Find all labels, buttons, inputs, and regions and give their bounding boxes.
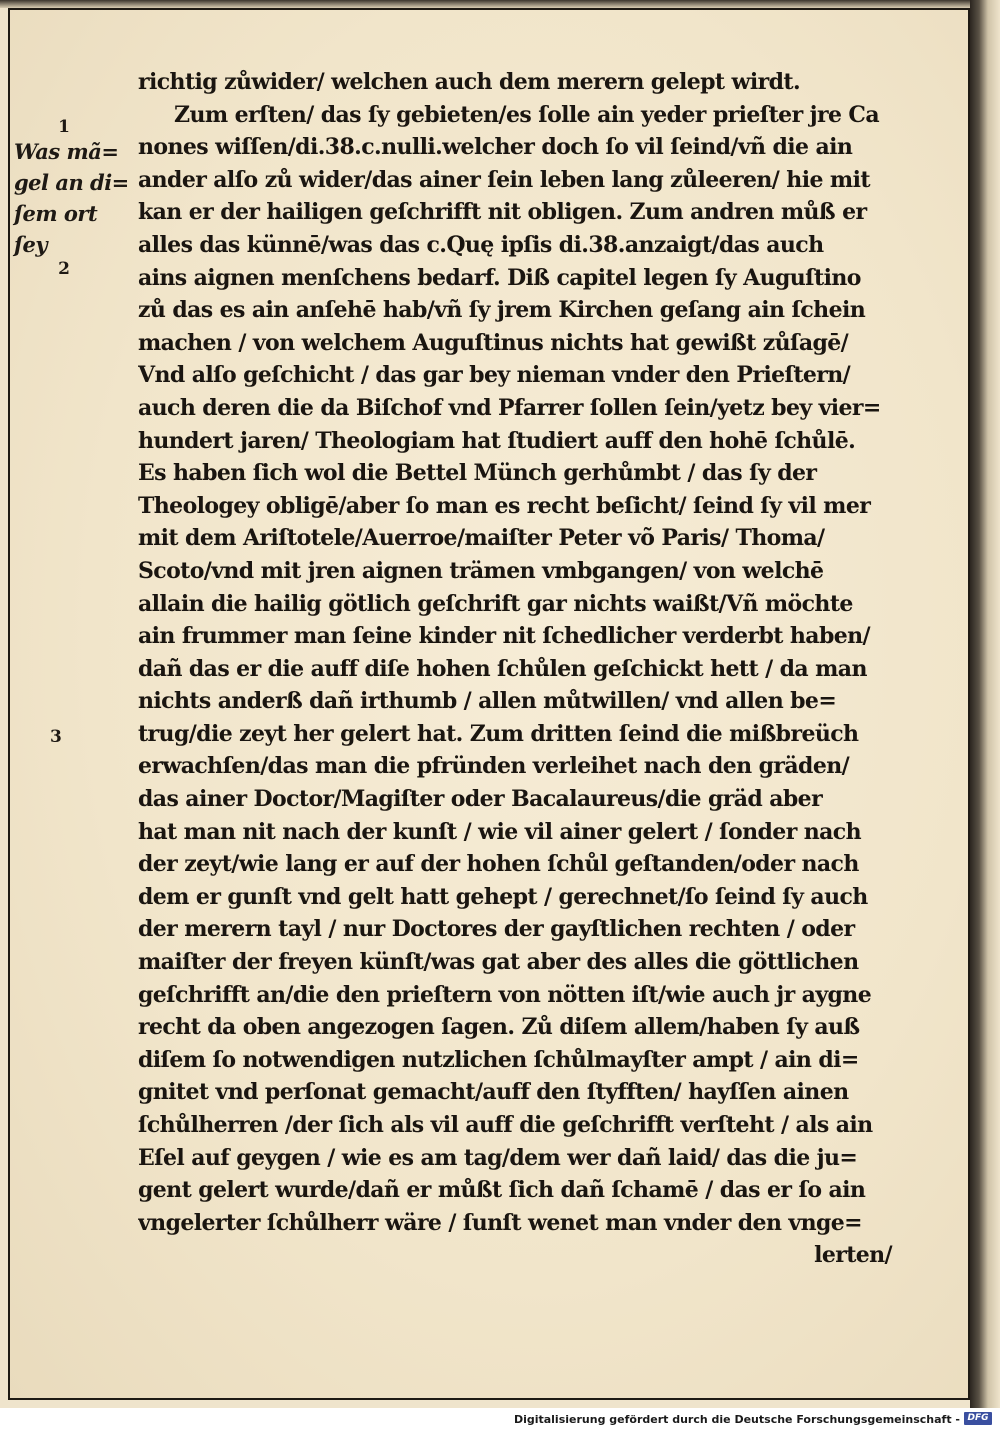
text-line: maiſter der freyen künſt/was gat aber des alles die göttlichen (138, 949, 859, 976)
text-line: gnitet vnd perſonat gemacht/auff den ſtyfften/ hayſſen ainen (138, 1079, 849, 1106)
text-line: nones wiſſen/di.38.c.nulli.welcher doch ſo vil ſeind/vñ die ain (138, 134, 853, 161)
margin-number-3: 3 (50, 727, 62, 747)
text-line: Scoto/vnd mit jren aignen trämen vmbgangen/ von welchē (138, 557, 824, 584)
page-top-edge (0, 0, 1000, 8)
text-line: der merern tayl / nur Doctores der gayſtlichen rechten / oder (138, 916, 855, 943)
text-line: zů das es ain anſehē hab/vñ ſy jrem Kirchen geſang ain ſchein (138, 297, 866, 324)
text-line: vngelerter ſchůlherr wäre / ſunſt wenet man vnder den vnge= (138, 1209, 862, 1236)
text-line: allain die hailig götlich geſchrift gar nichts waißt/Vñ möchte (138, 590, 853, 617)
text-line: Vnd alſo geſchicht / das gar bey nieman vnder den Prieſtern/ (138, 362, 851, 389)
text-line: diſem ſo notwendigen nutzlichen ſchůlmayſter ampt / ain di= (138, 1046, 859, 1073)
text-line: dem er gunſt vnd gelt hatt gehept / gerechnet/ſo ſeind ſy auch (138, 883, 868, 910)
text-line: Theologey obligē/aber ſo man es recht beſicht/ ſeind ſy vil mer (138, 492, 871, 519)
footer-bar (0, 1408, 1000, 1431)
text-line: Eſel auf geygen / wie es am tag/dem wer dañ laid/ das die ju= (138, 1144, 858, 1171)
text-line: erwachſen/das man die pfründen verleihet nach den gräden/ (138, 753, 850, 780)
margin-number-1: 1 (58, 117, 70, 137)
dfg-logo: DFG (964, 1412, 992, 1425)
page-binding-edge (970, 0, 1000, 1408)
text-line: trug/die zeyt her gelert hat. Zum dritten ſeind die mißbreüch (138, 720, 859, 747)
text-line: das ainer Doctor/Magiſter oder Bacalaureus/die gräd aber (138, 786, 823, 813)
text-line: richtig zůwider/ welchen auch dem merern gelept wirdt. (138, 69, 801, 95)
text-line: ander alſo zů wider/das ainer ſein leben lang zůleeren/ hie mit (138, 166, 870, 193)
text-line: hat man nit nach der kunſt / wie vil ainer gelert / ſonder nach (138, 818, 861, 845)
margin-note-line-1: Was mã= (14, 139, 119, 164)
text-line: ſchůlherren /der ſich als vil auff die geſchrifft verſteht / als ain (138, 1112, 873, 1138)
text-line: hundert jaren/ Theologiam hat ſtudiert auff den hohē ſchůlē. (138, 427, 856, 454)
text-line: alles das künnē/was das c.Quę ipſis di.38.anzaigt/das auch (138, 231, 824, 258)
text-line: ains aignen menſchens bedarf. Diß capitel legen ſy Auguſtino (138, 264, 861, 291)
text-line: ain frummer man ſeine kinder nit ſchedlicher verderbt haben/ (138, 623, 870, 650)
text-line: mit dem Ariſtotele/Auerroe/maiſter Peter võ Paris/ Thoma/ (138, 525, 825, 552)
funding-notice: Digitalisierung gefördert durch die Deutsche Forschungsgemeinschaft - (513, 1413, 960, 1426)
text-line: gent gelert wurde/dañ er můßt ſich dañ ſchamē / das er ſo ain (138, 1177, 866, 1204)
text-line: Zum erſten/ das ſy gebieten/es ſolle ain yeder prieſter jre Ca (174, 101, 879, 128)
text-line: auch deren die da Biſchof vnd Pfarrer ſollen ſein/yetz bey vier= (138, 394, 881, 421)
margin-number-2: 2 (58, 259, 70, 279)
margin-note-line-3: ſem ort ſey (14, 201, 98, 257)
text-line: der zeyt/wie lang er auf der hohen ſchůl geſtanden/oder nach (138, 851, 859, 878)
text-line: Es haben ſich wol die Bettel Münch gerhůmbt / das ſy der (138, 460, 817, 487)
text-line: dañ das er die auff diſe hohen ſchůlen geſchickt hett / da man (138, 655, 867, 682)
margin-notes (14, 117, 134, 747)
text-line: geſchrifft an/die den prieſtern von nötten iſt/wie auch jr aygne (138, 981, 872, 1008)
text-line: recht da oben angezogen ſagen. Zů diſem allem/haben ſy auß (138, 1014, 860, 1041)
catchword-line: lerten/ (814, 1242, 892, 1269)
text-line: kan er der hailigen geſchrifft nit obligen. Zum andren můß er (138, 199, 867, 226)
margin-note-line-2: gel an di= (14, 170, 129, 195)
text-line: machen / von welchem Auguſtinus nichts hat gewißt zůſagē/ (138, 329, 849, 356)
main-text-block (138, 66, 928, 1272)
text-line: nichts anderß dañ irthumb / allen můtwillen/ vnd allen be= (138, 688, 837, 715)
